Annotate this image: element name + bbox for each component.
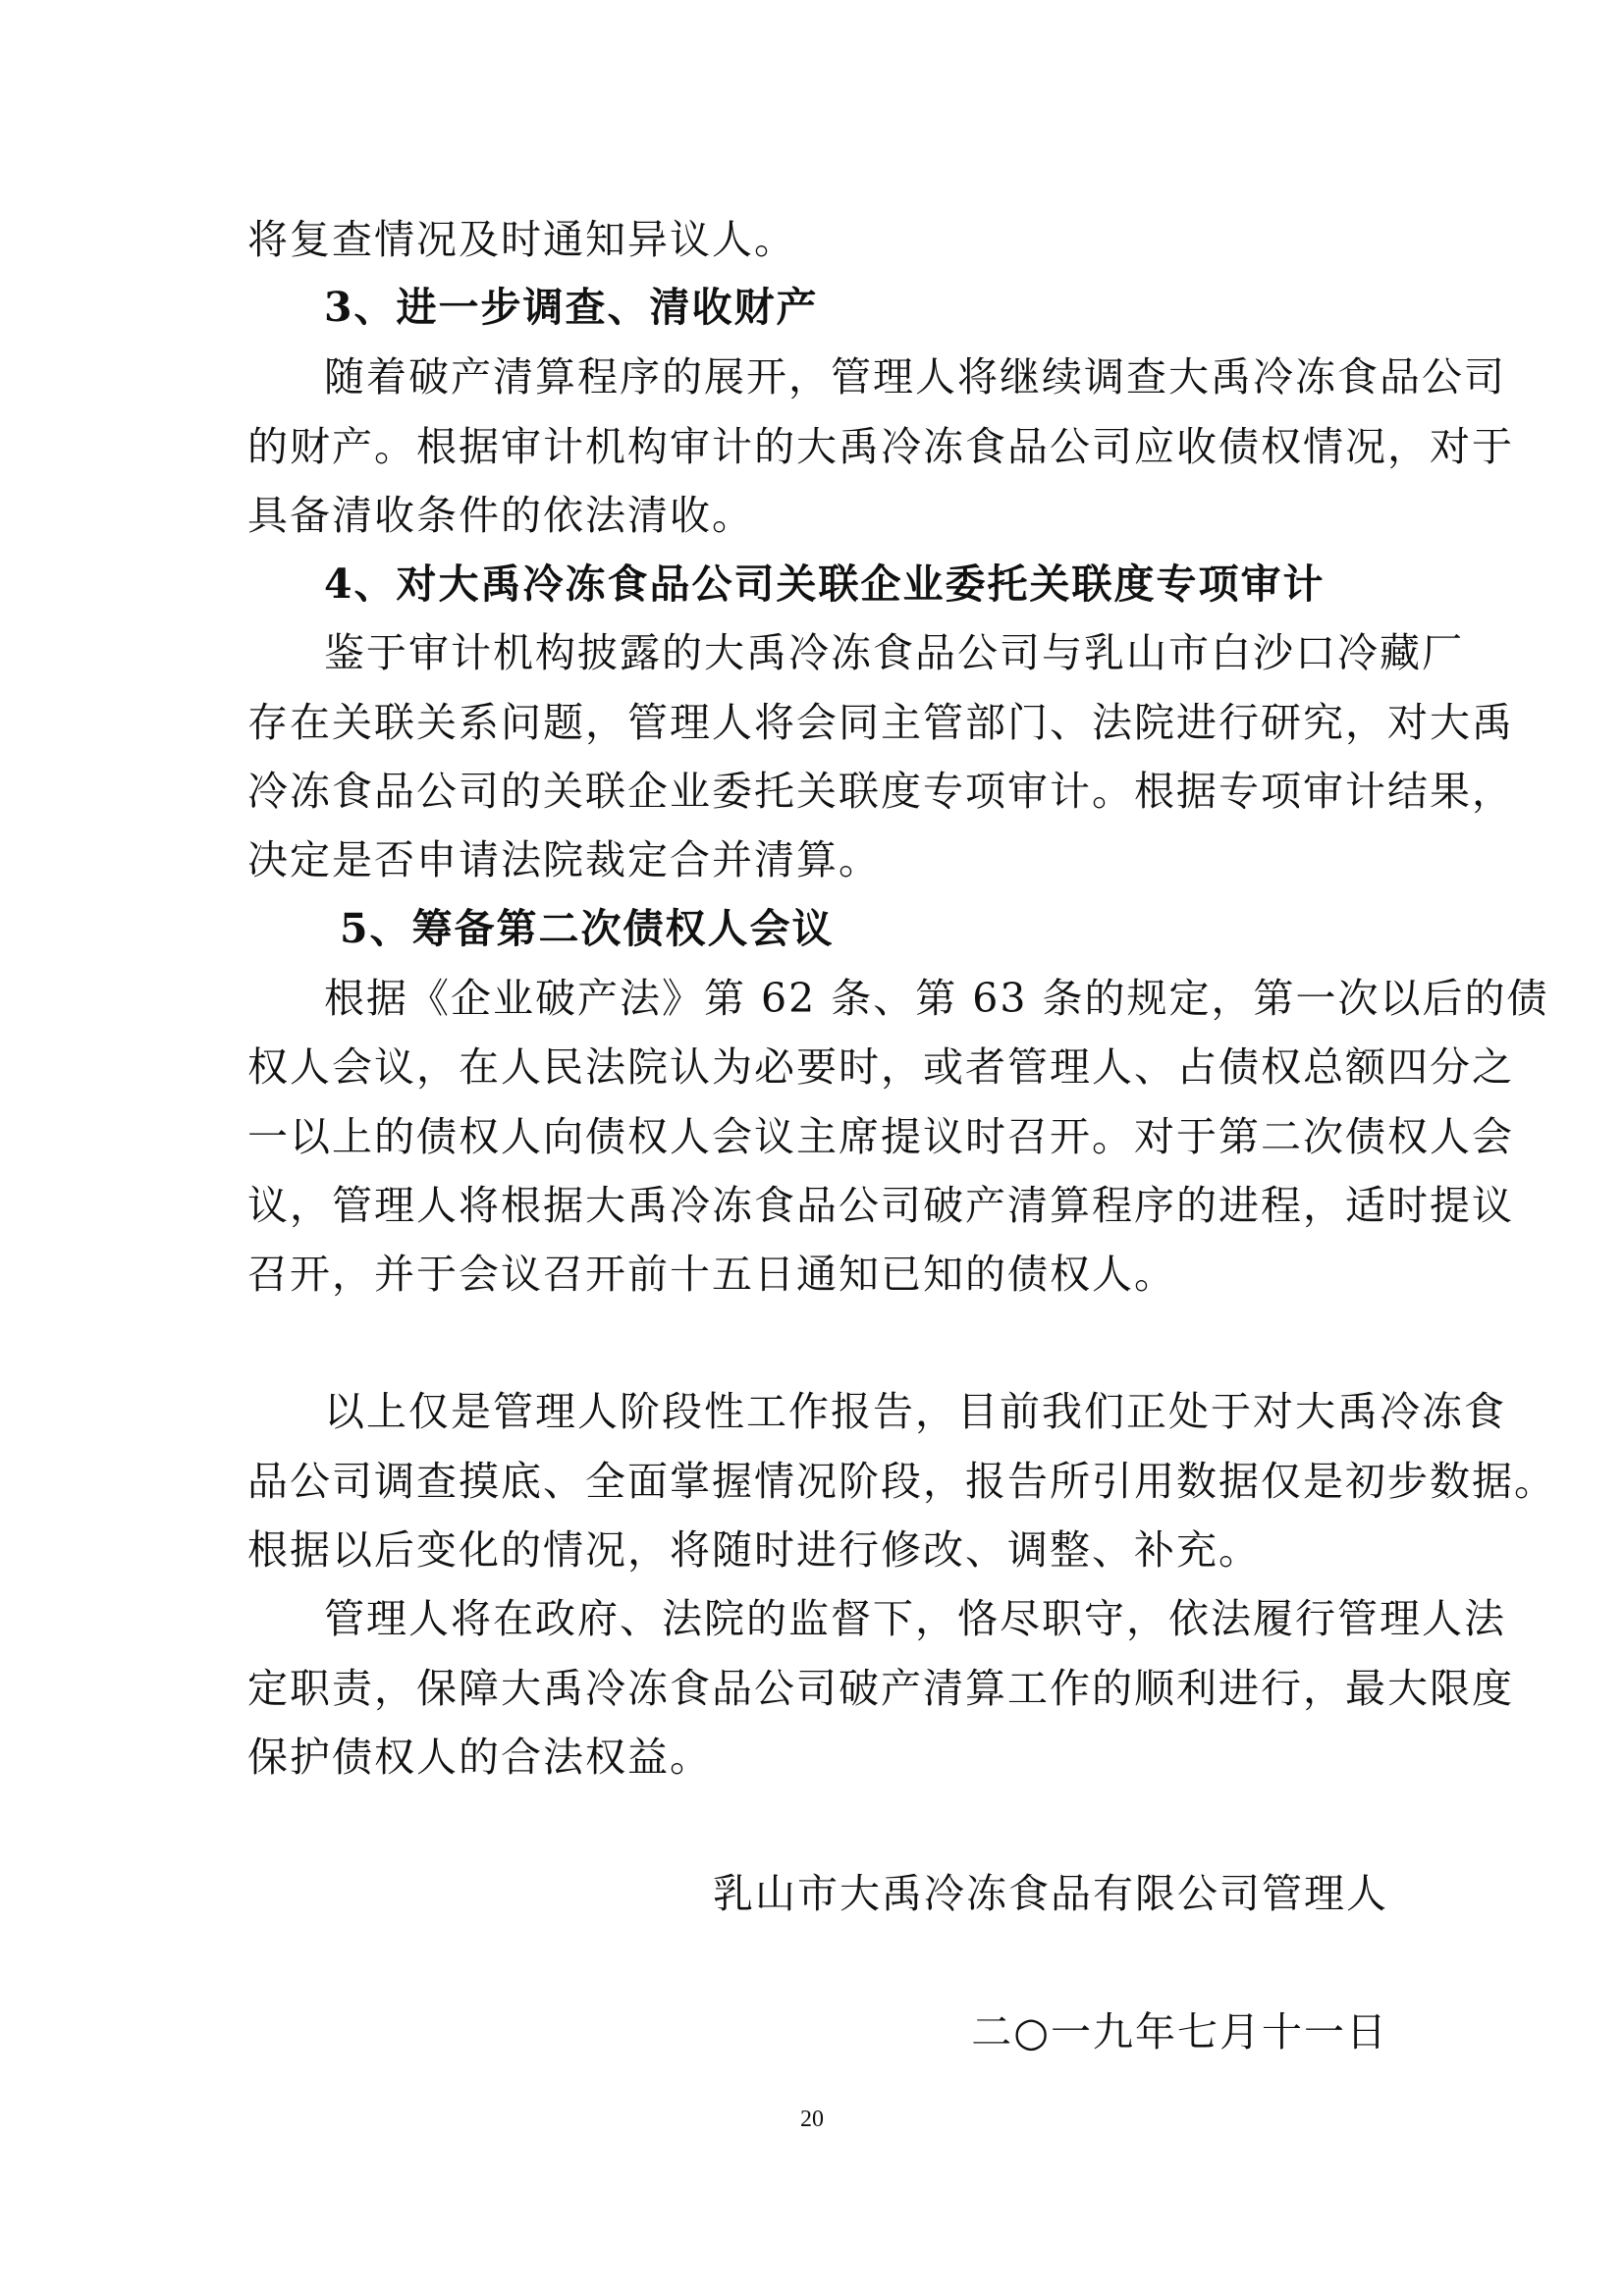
paragraph-line: 召开，并于会议召开前十五日通知已知的债权人。 (247, 1251, 1176, 1298)
paragraph-line: 将复查情况及时通知异议人。 (247, 216, 796, 263)
paragraph-line: 冷冻食品公司的关联企业委托关联度专项审计。根据专项审计结果， (247, 768, 1514, 815)
page-number: 20 (800, 2107, 824, 2132)
paragraph-line: 随着破产清算程序的展开，管理人将继续调查大禹冷冻食品公司 (324, 353, 1506, 400)
section-heading-3: 3、进一步调查、清收财产 (324, 284, 819, 331)
paragraph-line: 管理人将在政府、法院的监督下，恪尽职守，依法履行管理人法 (324, 1595, 1506, 1642)
paragraph-line: 权人会议，在人民法院认为必要时，或者管理人、占债权总额四分之 (247, 1043, 1514, 1091)
paragraph-line: 存在关联关系问题，管理人将会同主管部门、法院进行研究，对大禹 (247, 699, 1514, 746)
section-heading-4: 4、对大禹冷冻食品公司关联企业委托关联度专项审计 (324, 561, 1326, 608)
paragraph-line: 以上仅是管理人阶段性工作报告，目前我们正处于对大禹冷冻食 (324, 1388, 1506, 1435)
paragraph-line: 具备清收条件的依法清收。 (247, 492, 754, 539)
paragraph-line: 决定是否申请法院裁定合并清算。 (247, 836, 881, 883)
signature: 乳山市大禹冷冻食品有限公司管理人 (713, 1870, 1388, 1917)
paragraph-line: 议，管理人将根据大禹冷冻食品公司破产清算程序的进程，适时提议 (247, 1182, 1514, 1229)
section-heading-5: 5、筹备第二次债权人会议 (340, 905, 835, 952)
paragraph-line: 品公司调查摸底、全面掌握情况阶段，报告所引用数据仅是初步数据。 (247, 1458, 1556, 1505)
date: 二○一九年七月十一日 (971, 2008, 1388, 2056)
paragraph-line: 鉴于审计机构披露的大禹冷冻食品公司与乳山市白沙口冷藏厂 (324, 629, 1464, 676)
paragraph-line: 根据《企业破产法》第 62 条、第 63 条的规定，第一次以后的债 (324, 975, 1549, 1022)
paragraph-line: 保护债权人的合法权益。 (247, 1734, 712, 1781)
paragraph-line: 根据以后变化的情况，将随时进行修改、调整、补充。 (247, 1526, 1261, 1574)
paragraph-line: 定职责，保障大禹冷冻食品公司破产清算工作的顺利进行，最大限度 (247, 1665, 1514, 1712)
paragraph-line: 一以上的债权人向债权人会议主席提议时召开。对于第二次债权人会 (247, 1113, 1514, 1160)
paragraph-line: 的财产。根据审计机构审计的大禹冷冻食品公司应收债权情况，对于 (247, 423, 1514, 470)
